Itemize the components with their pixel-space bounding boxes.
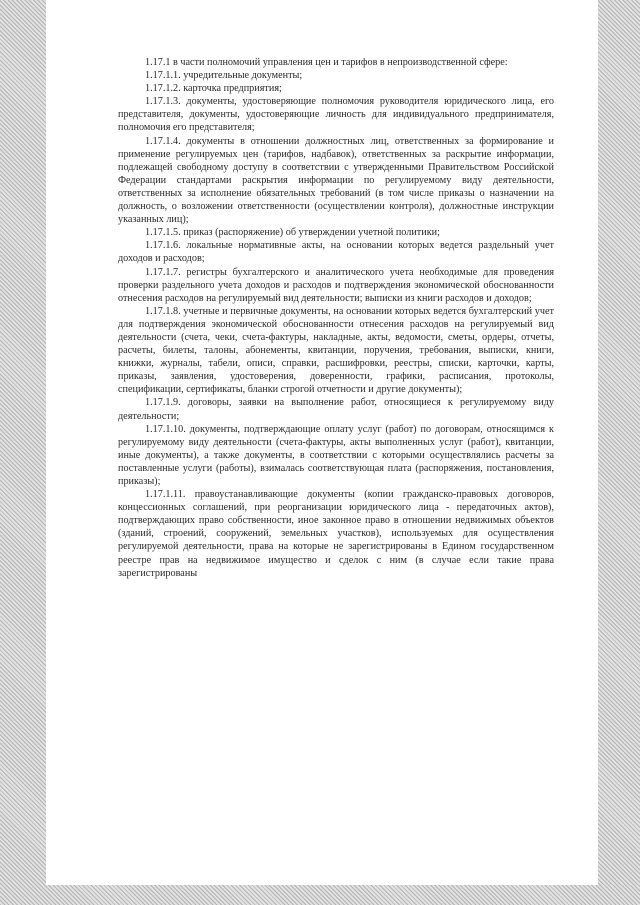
paragraph-1-17-1-3: 1.17.1.3. документы, удостоверяющие полномочия руководителя юридического лица, его представителя, документы, удостоверяющие личность для индивидуального предпринимателя, полномочия его представителя;	[118, 96, 554, 134]
scan-border-bottom	[0, 885, 640, 905]
paragraph-1-17-1: 1.17.1 в части полномочий управления цен и тарифов в непроизводственной сфере:	[145, 57, 508, 68]
paragraph-1-17-1-1: 1.17.1.1. учредительные документы;	[145, 70, 303, 82]
paragraph-1-17-1-4: 1.17.1.4. документы в отношении должностных лиц, ответственных за формирование и применение регулируемых цен (тарифов, надбавок), ответственных за раскрытие информации, подлежащей свободному доступу в соответствии с утвержденными Правительством Российской Федерации стандартами раскрытия информации по регулируемому виду деятельности, ответственных за исполнение обязательных требований (в том числе приказы о назначении на должность, о возложении ответственности (осуществлении контроля), должностные инструкции указанных лиц);	[118, 135, 554, 226]
paragraph-1-17-1-9: 1.17.1.9. договоры, заявки на выполнение работ, относящиеся к регулируемому виду деятельности;	[118, 397, 554, 422]
paragraph-1-17-1-7: 1.17.1.7. регистры бухгалтерского и аналитического учета необходимые для проведения проверки раздельного учета доходов и расходов и подтверждения экономической обоснованности отнесения расходов на регулируемый вид деятельности; выписки из книги расходов и доходов;	[118, 266, 554, 304]
paragraph-1-17-1-11: 1.17.1.11. правоустанавливающие документы (копии гражданско-правовых договоров, концессионных соглашений, при реорганизации юридического лица - передаточных актов), подтверждающих право собственности, иное законное право в отношении недвижимых объектов (зданий, строений, сооружений, земельных участков), используемых для осуществления регулируемой деятельности, права на которые не зарегистрированы в Едином государственном реестре прав на недвижимое имущество и сделок с ним (в случае если такие права зарегистрированы	[118, 489, 554, 579]
paragraph-1-17-1-5: 1.17.1.5. приказ (распоряжение) об утверждении учетной политики;	[145, 227, 440, 239]
paragraph-1-17-1-10: 1.17.1.10. документы, подтверждающие оплату услуг (работ) по договорам, относящимся к регулируемому виду деятельности (счета-фактуры, акты выполненных услуг (работ), квитанции, иные документы), а также документы, в соответствии с которыми осуществлялись расчеты за поставленные услуги (работы), взималась соответствующая плата (распоряжения, постановления, приказы);	[118, 423, 554, 487]
paragraph-1-17-1-2: 1.17.1.2. карточка предприятия;	[145, 83, 282, 95]
scan-border-right	[598, 0, 640, 905]
document-page	[118, 56, 554, 580]
scan-border-left	[0, 0, 46, 905]
paragraph-1-17-1-6: 1.17.1.6. локальные нормативные акты, на основании которых ведется раздельный учет доходов и расходов;	[118, 240, 554, 265]
paragraph-1-17-1-8: 1.17.1.8. учетные и первичные документы, на основании которых ведется бухгалтерский учет для подтверждения экономической обоснованности отнесения расходов на регулируемый вид деятельности (счета, чеки, счета-фактуры, накладные, акты, ведомости, сметы, ордеры, отчеты, расчеты, билеты, талоны, абонементы, квитанции, поручения, требования, выписки, книги, книжки, журналы, табели, описи, справки, расшифровки, реестры, списки, карточки, карты, приказы, заявления, удостоверения, доверенности, графики, расписания, протоколы, спецификации, сертификаты, бланки строгой отчетности и другие документы);	[118, 305, 554, 396]
